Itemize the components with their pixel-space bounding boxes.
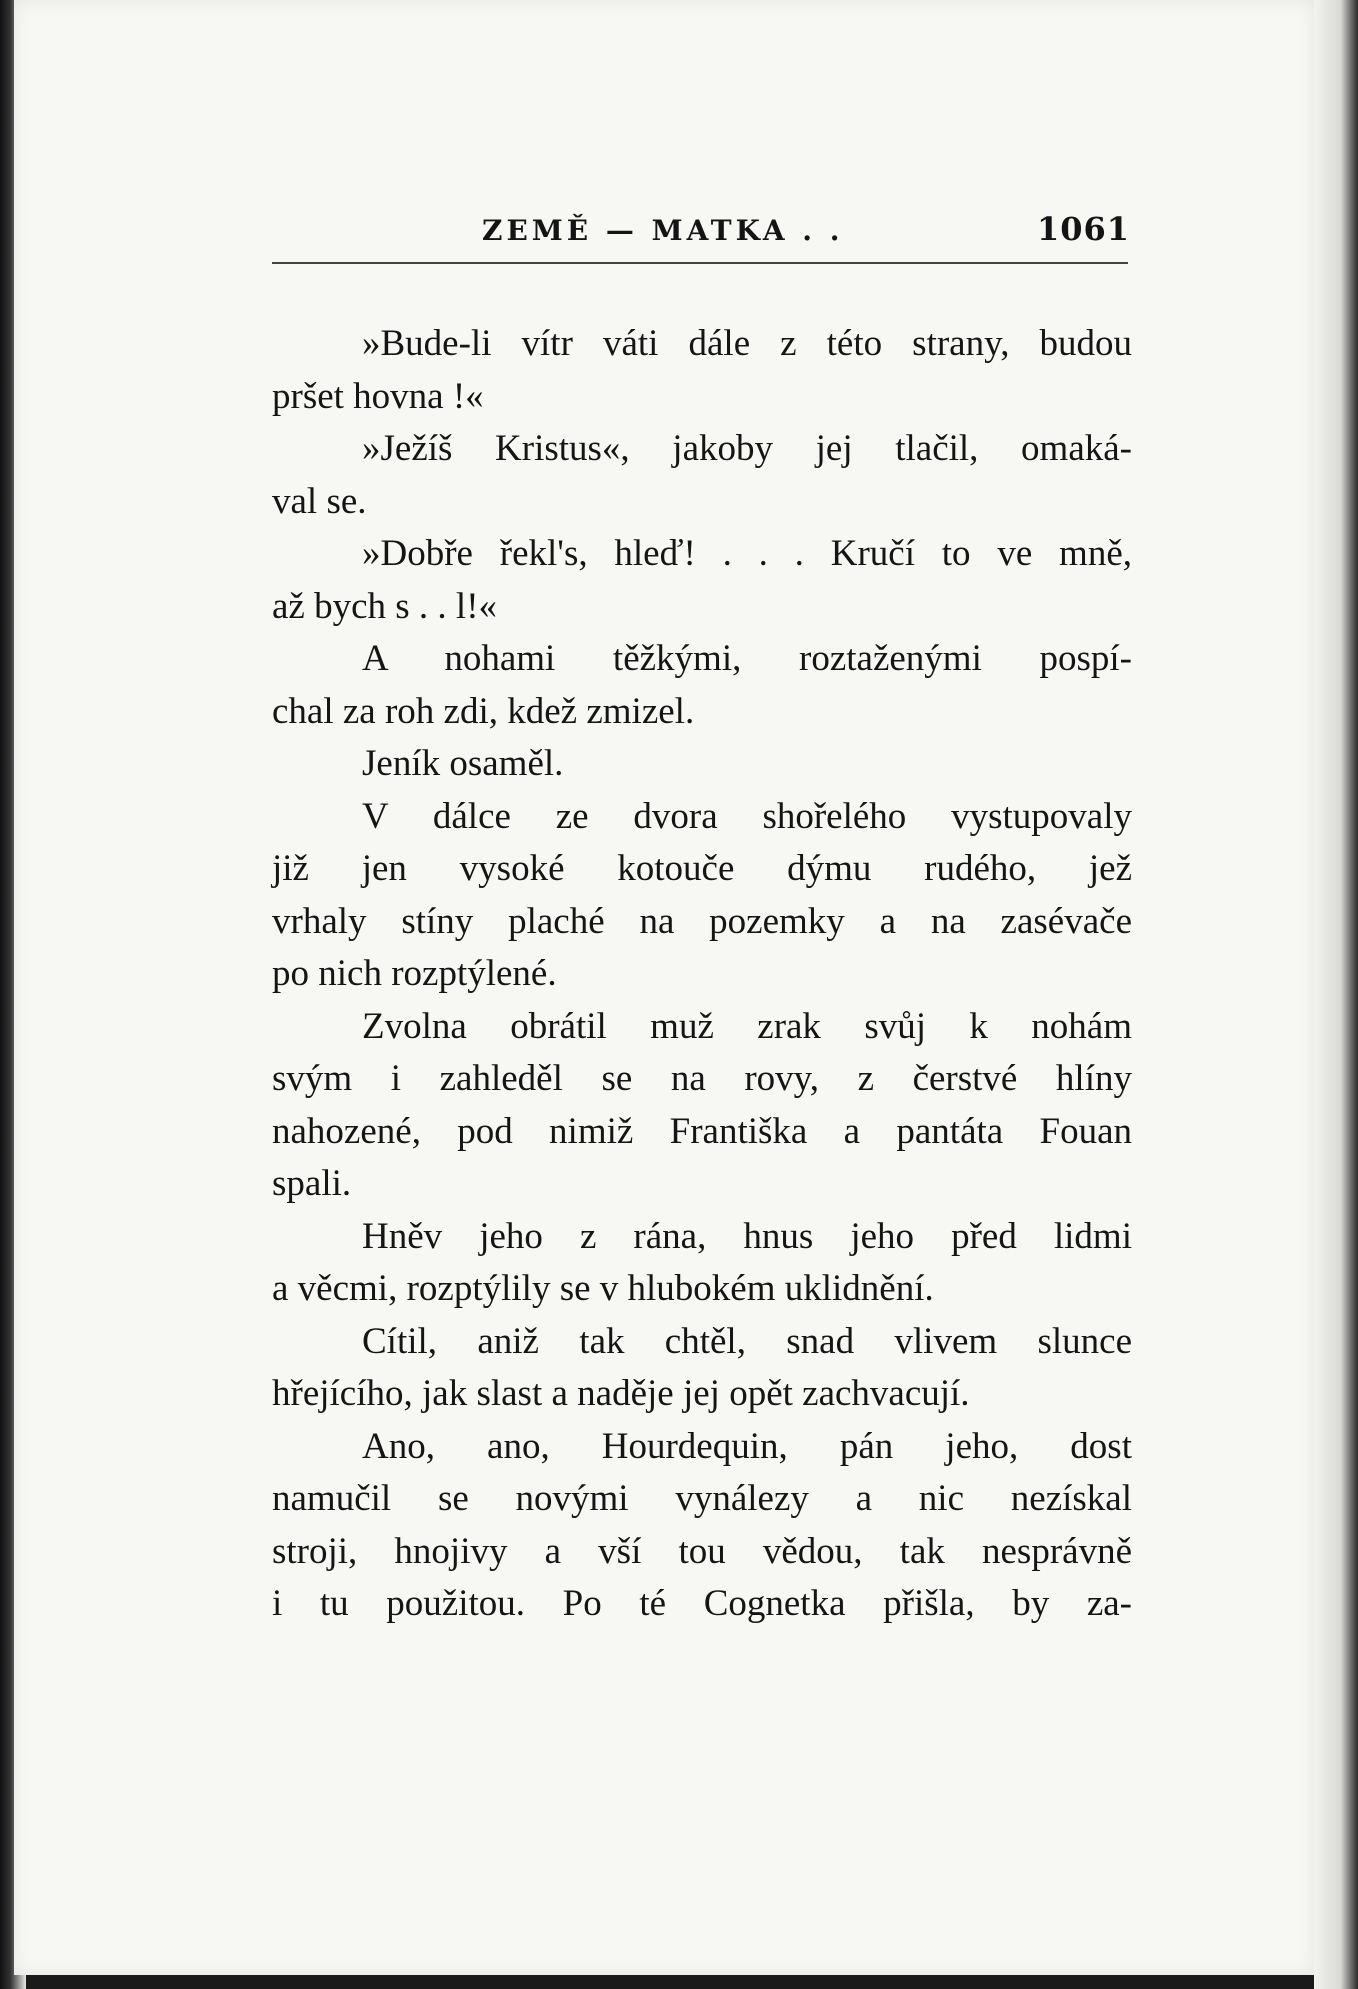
text-line: stroji, hnojivy a vší tou vědou, tak nesprávně — [272, 1530, 1132, 1572]
text-line: svým i zahleděl se na rovy, z čerstvé hlíny — [272, 1058, 1132, 1099]
header-rule — [272, 262, 1128, 264]
text-line: Jeník osaměl. — [362, 743, 564, 784]
text-line: val se. — [272, 480, 367, 522]
text-line: po nich rozptýlené. — [272, 953, 557, 994]
text-line: A nohami těžkými, roztaženými pospí- — [362, 638, 1132, 679]
text-line: již jen vysoké kotouče dýmu rudého, jež — [272, 848, 1132, 889]
text-line: hřejícího, jak slast a naděje jej opět zachvacují. — [272, 1373, 970, 1414]
text-line: »Ježíš Kristus«, jakoby jej tlačil, omaká- — [362, 428, 1132, 469]
text-line: až bych s . . l!« — [272, 585, 498, 627]
page-header — [270, 210, 1130, 260]
text-line: »Bude-li vítr váti dále z této strany, budou — [362, 323, 1132, 364]
text-line: pršet hovna !« — [272, 375, 484, 417]
text-line: Cítil, aniž tak chtěl, snad vlivem slunce — [362, 1320, 1132, 1362]
text-line: nahozené, pod nimiž Františka a pantáta Fouan — [272, 1110, 1132, 1152]
text-line: spali. — [272, 1163, 352, 1204]
running-title: ZEMĚ — MATKA . . — [482, 214, 844, 247]
text-line: Zvolna obrátil muž zrak svůj k nohám — [362, 1005, 1132, 1047]
text-line: Ano, ano, Hourdequin, pán jeho, dost — [362, 1425, 1132, 1467]
body-text — [272, 318, 1132, 1631]
page-number: 1061 — [1036, 210, 1130, 248]
text-line: Hněv jeho z rána, hnus jeho před lidmi — [362, 1215, 1132, 1257]
scan-right-edge — [1314, 0, 1358, 1989]
text-line: namučil se novými vynálezy a nic nezískal — [272, 1478, 1132, 1519]
text-line: a věcmi, rozptýlily se v hlubokém uklidnění. — [272, 1268, 934, 1309]
text-line: i tu použitou. Po té Cognetka přišla, by za- — [272, 1583, 1132, 1624]
text-line: vrhaly stíny plaché na pozemky a na zasévače — [272, 900, 1132, 942]
text-line: »Dobře řekl's, hleď! . . . Kručí to ve mně, — [362, 533, 1132, 574]
text-line: V dálce ze dvora shořelého vystupovaly — [362, 795, 1132, 837]
text-line: chal za roh zdi, kdež zmizel. — [272, 690, 695, 732]
